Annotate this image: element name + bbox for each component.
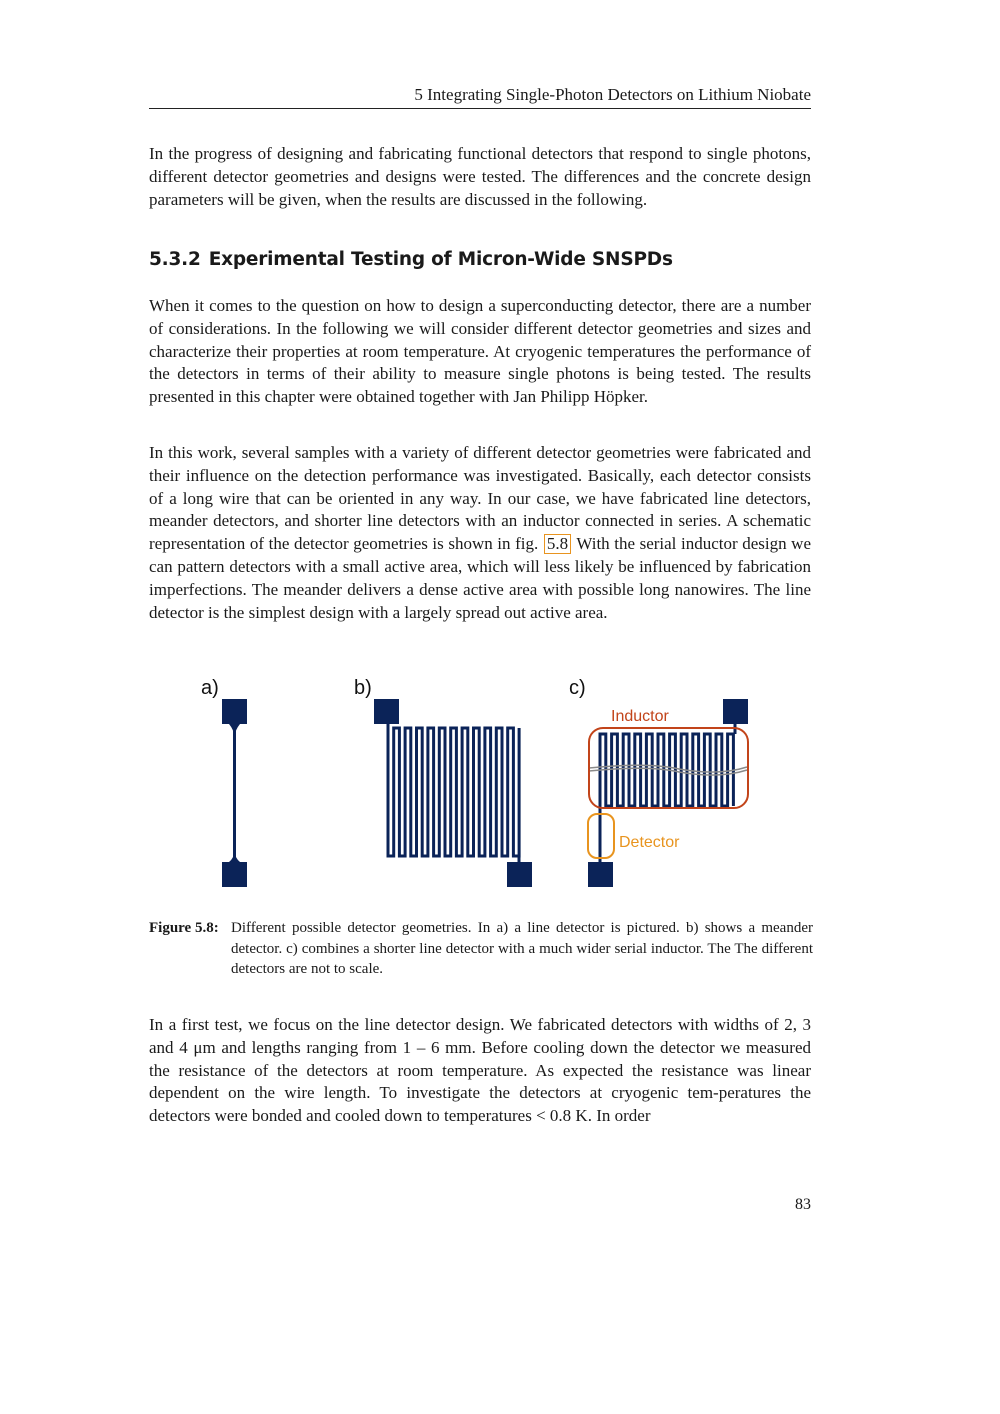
panel-label-c: c) <box>569 677 586 699</box>
running-header: 5 Integrating Single-Photon Detectors on Lithium Niobate <box>149 84 811 109</box>
panel-label-a: a) <box>201 677 219 699</box>
figure-drawing <box>179 672 799 894</box>
figure-reference-link[interactable]: 5.8 <box>544 534 571 554</box>
paragraph-2-text-a: In this work, several samples with a variety of different detector geometries were fabricated and their influence on the detection performance was investigated. Basically, each detector consists of a long wire that can be oriented in any way. In our case, we have fabricated line detectors, meander detectors, and shorter line detectors with an inductor connected in series. A schematic representation of the detector geometries is shown in fig. <box>149 443 811 554</box>
page-number: 83 <box>795 1196 811 1213</box>
contact-pad-bottom-b <box>507 862 532 887</box>
paragraph-2 <box>149 442 811 624</box>
caption-text: Different possible detector geometries. In a) a line detector is pictured. b) shows a meander detector. c) combines a shorter line detector with a much wider serial inductor. The The different detectors are not to scale. <box>231 920 813 977</box>
paragraph-2-text-b: With the serial inductor design we can pattern detectors with a small active area, which will less likely be influenced by fabrication imperfections. The meander delivers a dense active area with possible long nanowires. The line detector is the simplest design with a largely spread out active area. <box>149 534 811 622</box>
contact-pad-top-a <box>222 699 247 724</box>
detector-label: Detector <box>619 834 680 851</box>
inductor-detector-c <box>588 699 748 887</box>
contact-pad-top-b <box>374 699 399 724</box>
intro-paragraph: In the progress of designing and fabricating functional detectors that respond to single photons, different detector geometries and designs were tested. The differences and the concrete design parameters will be given, when the results are discussed in the following. <box>149 144 811 209</box>
section-title: Experimental Testing of Micron-Wide SNSPDs <box>208 249 673 270</box>
paragraph-3: In a first test, we focus on the line detector design. We fabricated detectors with widths of 2, 3 and 4 μm and lengths ranging from 1 – 6 mm. Before cooling down the detector we measured the resistance of the detectors at room temperature. As expected the resistance was linear dependent on the wire length. To investigate the detectors at cryogenic tem-peratures the detectors were bonded and cooled down to temperatures < 0.8 K. In order <box>149 1015 811 1126</box>
section-heading <box>149 248 673 272</box>
paragraph-1: When it comes to the question on how to design a superconducting detector, there are a number of considerations. In the following we will consider different detector geometries and sizes and characterize their properties at room temperature. At cryogenic temperatures the performance of the detectors in terms of their ability to measure single photons is being tested. The results presented in this chapter were obtained together with Jan Philipp Höpker. <box>149 296 811 407</box>
section-number: 5.3.2 <box>149 249 201 270</box>
panel-label-b: b) <box>354 677 372 699</box>
contact-pad-top-c <box>723 699 748 724</box>
figure-detector-geometries <box>179 672 799 894</box>
inductor-label: Inductor <box>611 708 669 725</box>
line-detector-a <box>222 699 247 887</box>
caption-title: Figure 5.8: <box>149 920 219 936</box>
meander-detector-b <box>374 699 532 887</box>
contact-pad-bottom-a <box>222 862 247 887</box>
nanowire-a <box>233 724 236 862</box>
contact-pad-bottom-c <box>588 862 613 887</box>
meander-wire-b <box>388 728 519 856</box>
